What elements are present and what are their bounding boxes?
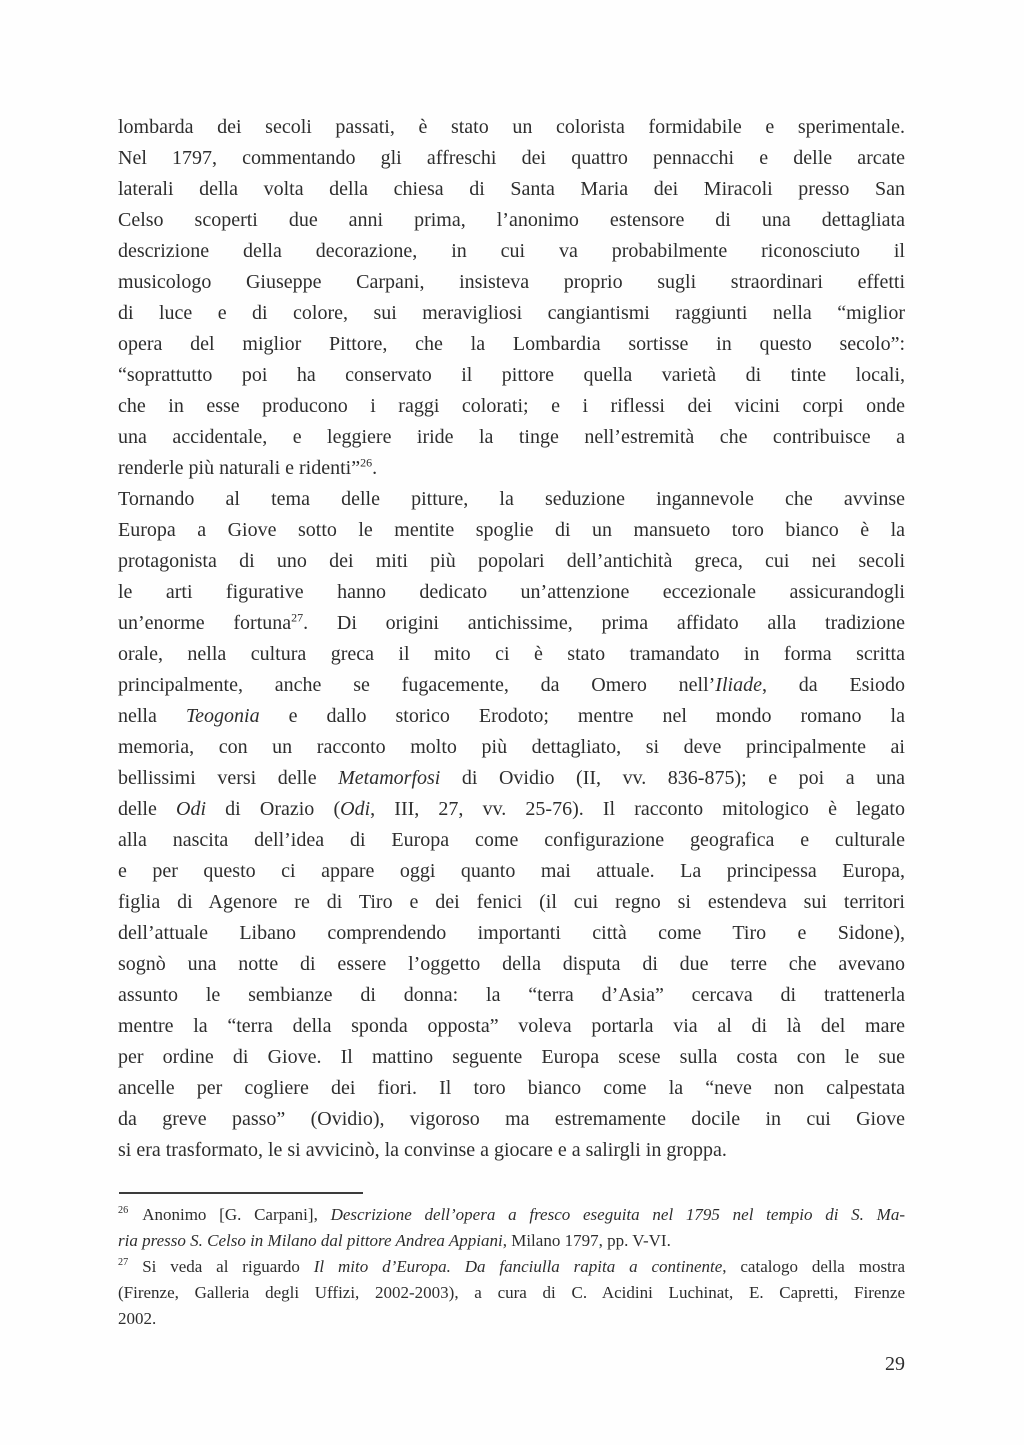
text-line: orale, nella cultura greca il mito ci è stato tramandato in forma scritta: [118, 643, 905, 665]
text-line: delle Odi di Orazio (Odi, III, 27, vv. 25-76). Il racconto mitologico è legato: [118, 798, 905, 820]
paragraph-2: [118, 484, 905, 1166]
text-line: 2002.: [118, 1309, 157, 1328]
footnote-separator: [119, 1192, 363, 1194]
text-line: principalmente, anche se fugacemente, da Omero nell’Iliade, da Esiodo: [118, 674, 905, 696]
text-line: dell’attuale Libano comprendendo importanti città come Tiro e Sidone),: [118, 922, 905, 944]
text-line: renderle più naturali e ridenti”$^{26}$.: [118, 455, 378, 479]
text-line: protagonista di uno dei miti più popolari dell’antichità greca, cui nei secoli: [118, 550, 905, 572]
text-line: di luce e di colore, sui meravigliosi cangiantismi raggiunti nella “miglior: [118, 302, 905, 324]
text-line: ancelle per cogliere dei fiori. Il toro bianco come la “neve non calpestata: [118, 1077, 905, 1099]
text-line: Nel 1797, commentando gli affreschi dei quattro pennacchi e delle arcate: [118, 147, 905, 169]
text-line: le arti figurative hanno dedicato un’attenzione eccezionale assicurandogli: [118, 581, 905, 603]
text-line: nella Teogonia e dallo storico Erodoto; mentre nel mondo romano la: [118, 705, 905, 727]
text-line: figlia di Agenore re di Tiro e dei fenici (il cui regno si estendeva sui territori: [118, 891, 905, 913]
footnotes: [118, 1202, 905, 1332]
text-line: sognò una notte di essere l’oggetto della disputa di due terre che avevano: [118, 953, 905, 975]
text-line: ria presso S. Celso in Milano dal pittore Andrea Appiani, Milano 1797, pp. V-VI.: [118, 1231, 671, 1250]
text-line: opera del miglior Pittore, che la Lombardia sortisse in questo secolo”:: [118, 333, 905, 355]
text-line: un’enorme fortuna$^{27}$. Di origini antichissime, prima affidato alla tradizione: [118, 610, 905, 634]
text-line: $^{26}$ Anonimo [G. Carpani], Descrizione dell’opera a fresco eseguita nel 1795 nel tempio di S. Ma-: [118, 1205, 905, 1224]
text-line: da greve passo” (Ovidio), vigoroso ma estremamente docile in cui Giove: [118, 1108, 905, 1130]
text-line: laterali della volta della chiesa di Santa Maria dei Miracoli presso San: [118, 178, 905, 200]
text-line: memoria, con un racconto molto più dettagliato, si deve principalmente ai: [118, 736, 905, 758]
paragraph-1: [118, 112, 905, 484]
text-line: alla nascita dell’idea di Europa come configurazione geografica e culturale: [118, 829, 905, 851]
text-line: assunto le sembianze di donna: la “terra d’Asia” cercava di trattenerla: [118, 984, 905, 1006]
text-line: che in esse producono i raggi colorati; e i riflessi dei vicini corpi onde: [118, 395, 905, 417]
footnote-26: [118, 1202, 905, 1254]
body-text: [118, 112, 905, 1166]
text-line: per ordine di Giove. Il mattino seguente Europa scese sulla costa con le sue: [118, 1046, 905, 1068]
page-number: 29: [885, 1353, 905, 1375]
text-line: bellissimi versi delle Metamorfosi di Ovidio (II, vv. 836-875); e poi a una: [118, 767, 905, 789]
text-line: una accidentale, e leggiere iride la tinge nell’estremità che contribuisce a: [118, 426, 905, 448]
footnote-27: [118, 1254, 905, 1332]
text-line: musicologo Giuseppe Carpani, insisteva proprio sugli straordinari effetti: [118, 271, 905, 293]
text-line: lombarda dei secoli passati, è stato un colorista formidabile e sperimentale.: [118, 116, 905, 138]
text-line: (Firenze, Galleria degli Uffizi, 2002-2003), a cura di C. Acidini Luchinat, E. Capretti, Firenze: [118, 1283, 905, 1302]
text-line: Tornando al tema delle pitture, la seduzione ingannevole che avvinse: [118, 488, 905, 510]
text-line: e per questo ci appare oggi quanto mai attuale. La principessa Europa,: [118, 860, 905, 882]
text-line: Europa a Giove sotto le mentite spoglie di un mansueto toro bianco è la: [118, 519, 905, 541]
text-line: $^{27}$ Si veda al riguardo Il mito d’Europa. Da fanciulla rapita a continente, catalogo della mostra: [118, 1257, 905, 1276]
text-line: si era trasformato, le si avvicinò, la convinse a giocare e a salirgli in groppa.: [118, 1139, 727, 1161]
text-line: “soprattutto poi ha conservato il pittore quella varietà di tinte locali,: [118, 364, 905, 386]
text-line: descrizione della decorazione, in cui va probabilmente riconosciuto il: [118, 240, 905, 262]
text-line: Celso scoperti due anni prima, l’anonimo estensore di una dettagliata: [118, 209, 905, 231]
text-line: mentre la “terra della sponda opposta” voleva portarla via al di là del mare: [118, 1015, 905, 1037]
